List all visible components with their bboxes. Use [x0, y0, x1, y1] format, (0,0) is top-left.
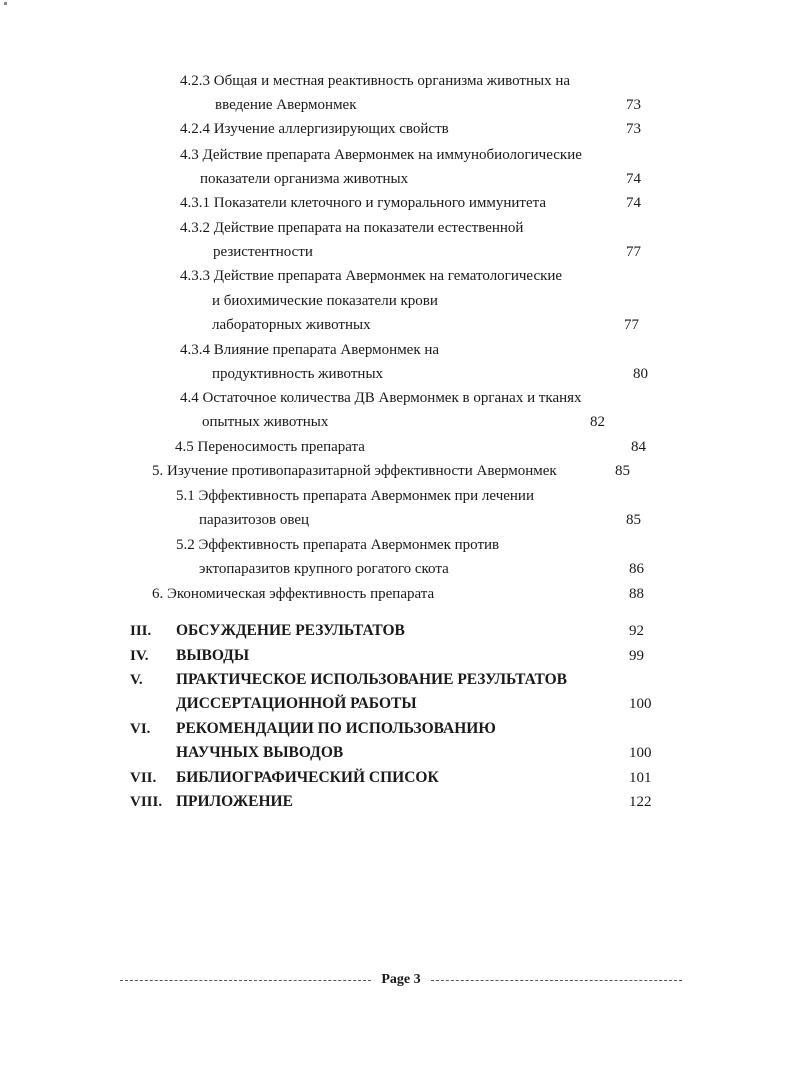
toc-entry-text: 4.4 Остаточное количества ДВ Авермонмек в органах и тканях	[180, 390, 582, 406]
section-number: VIII.	[130, 794, 163, 810]
toc-page-number: 73	[626, 97, 641, 113]
toc-entry-text: 5.2 Эффективность препарата Авермонмек против	[176, 537, 500, 553]
section-number: VII.	[130, 770, 157, 786]
section-page-number: 100	[629, 696, 652, 712]
section-page-number: 99	[629, 648, 644, 664]
toc-page-number: 77	[624, 317, 639, 333]
toc-page-number: 80	[633, 366, 648, 382]
toc-page-number: 84	[631, 439, 646, 455]
section-page-number: 122	[629, 794, 652, 810]
toc-page-number: 77	[626, 244, 641, 260]
section-page-number: 100	[629, 745, 652, 761]
section-title: БИБЛИОГРАФИЧЕСКИЙ СПИСОК	[176, 769, 439, 786]
toc-entry-text: 4.3 Действие препарата Авермонмек на иммунобиологические	[180, 147, 582, 163]
toc-entry-text: введение Авермонмек	[215, 97, 357, 113]
section-title: ПРИЛОЖЕНИЕ	[176, 793, 293, 810]
section-number: V.	[130, 672, 143, 688]
toc-page-number: 86	[629, 561, 644, 577]
section-number: VI.	[130, 721, 151, 737]
toc-entry-text: 4.3.1 Показатели клеточного и гуморального иммунитета	[180, 195, 547, 211]
toc-entry-text: 4.3.2 Действие препарата на показатели естественной	[180, 220, 524, 236]
toc-page-number: 88	[629, 586, 644, 602]
toc-page-number: 85	[626, 512, 641, 528]
toc-page-number: 73	[626, 121, 641, 137]
toc-entry-text: 5.1 Эффективность препарата Авермонмек при лечении	[176, 488, 534, 504]
toc-entry-text: показатели организма животных	[200, 171, 409, 187]
toc-entry-text: лабораторных животных	[212, 317, 371, 333]
toc-page-number: 82	[590, 414, 605, 430]
toc-entry-text: и биохимические показатели крови	[212, 293, 438, 309]
section-page-number: 92	[629, 623, 644, 639]
toc-entry-text: 5. Изучение противопаразитарной эффективности Авермонмек	[152, 463, 557, 479]
toc-page-number: 74	[626, 195, 641, 211]
toc-entry-text: 4.5 Переносимость препарата	[175, 439, 365, 455]
page-footer	[120, 970, 682, 990]
toc-entry-text: 6. Экономическая эффективность препарата	[152, 586, 435, 602]
section-page-number: 101	[629, 770, 652, 786]
section-number: III.	[130, 623, 152, 639]
toc-entry-text: 4.3.4 Влияние препарата Авермонмек на	[180, 342, 440, 358]
section-title: ВЫВОДЫ	[176, 647, 250, 664]
footer-rule-right	[431, 980, 682, 981]
section-title: РЕКОМЕНДАЦИИ ПО ИСПОЛЬЗОВАНИЮ	[176, 720, 496, 737]
toc-entry-text: резистентности	[213, 244, 313, 260]
page-number-label: Page 3	[381, 972, 421, 987]
section-title: НАУЧНЫХ ВЫВОДОВ	[176, 744, 344, 761]
toc-entry-text: опытных животных	[202, 414, 329, 430]
section-number: IV.	[130, 648, 149, 664]
toc-entry-text: паразитозов овец	[199, 512, 310, 528]
section-title: ДИССЕРТАЦИОННОЙ РАБОТЫ	[176, 695, 417, 712]
toc-entry-text: эктопаразитов крупного рогатого скота	[199, 561, 449, 577]
toc-entry-text: 4.3.3 Действие препарата Авермонмек на гематологические	[180, 268, 563, 284]
section-title: ОБСУЖДЕНИЕ РЕЗУЛЬТАТОВ	[176, 622, 405, 639]
toc-entry-text: 4.2.3 Общая и местная реактивность организма животных на	[180, 73, 571, 89]
toc-page-number: 85	[615, 463, 630, 479]
footer-rule-left	[120, 980, 371, 981]
toc-page-number: 74	[626, 171, 641, 187]
section-title: ПРАКТИЧЕСКОЕ ИСПОЛЬЗОВАНИЕ РЕЗУЛЬТАТОВ	[176, 671, 567, 688]
scan-speck	[4, 2, 7, 5]
toc-entry-text: 4.2.4 Изучение аллергизирующих свойств	[180, 121, 449, 137]
toc-entry-text: продуктивность животных	[212, 366, 384, 382]
